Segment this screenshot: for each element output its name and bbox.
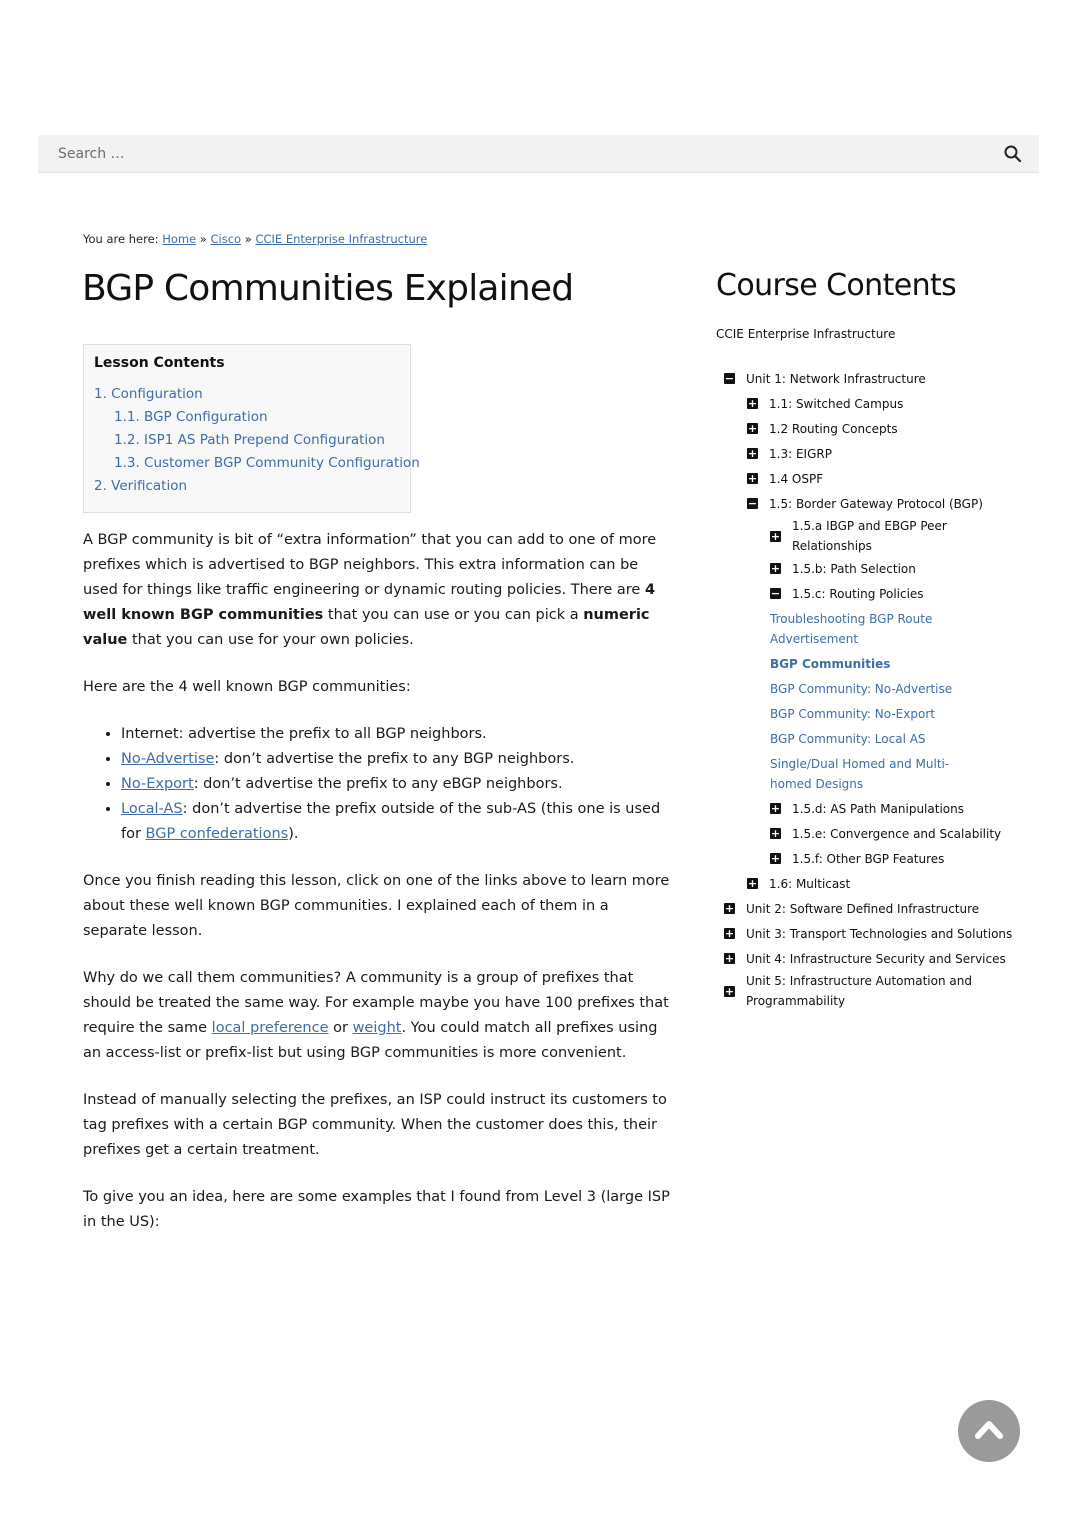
text: : don’t advertise the prefix outside of the sub-AS (this one is used for	[121, 801, 661, 842]
expand-icon[interactable]: +	[724, 952, 735, 965]
text: or	[328, 1020, 353, 1036]
breadcrumb-link-cisco[interactable]: Cisco	[210, 232, 242, 246]
bold-text: 4 well known BGP communities	[83, 582, 656, 623]
breadcrumb-link-ccie[interactable]: CCIE Enterprise Infrastructure	[255, 232, 428, 246]
lesson-link-no-export[interactable]: BGP Community: No-Export	[770, 706, 935, 721]
search-input[interactable]	[38, 135, 978, 172]
scroll-to-top-button[interactable]	[958, 1400, 1020, 1462]
tree-node-1-5-f[interactable]	[770, 846, 1014, 871]
expand-icon[interactable]: +	[770, 852, 781, 865]
tree-node-label: 1.3: EIGRP	[769, 446, 832, 461]
paragraph-isp-tagging: Instead of manually selecting the prefixes, an ISP could instruct its customers to tag prefixes with a certain BGP community. When the customer does this, their prefixes get a certain treatment.	[83, 1092, 667, 1158]
expand-icon[interactable]: +	[724, 927, 735, 940]
tree-node-1-3[interactable]	[747, 441, 1014, 466]
search-icon[interactable]	[1003, 144, 1023, 164]
tree-node-1-1[interactable]	[747, 391, 1014, 416]
tree-node-label: Unit 5: Infrastructure Automation and Programmability	[746, 974, 972, 1008]
expand-icon[interactable]: +	[747, 472, 758, 485]
breadcrumb-separator: »	[241, 232, 256, 246]
lesson-item	[770, 606, 1014, 651]
expand-icon[interactable]: +	[770, 529, 781, 543]
toc-item	[94, 383, 400, 406]
text: : don’t advertise the prefix to any BGP neighbors.	[214, 751, 575, 767]
page-title: BGP Communities Explained	[82, 268, 574, 309]
toc-link-isp1-prepend[interactable]: 1.2. ISP1 AS Path Prepend Configuration	[114, 432, 385, 448]
well-known-communities-list	[83, 722, 673, 847]
list-item	[121, 772, 673, 797]
toc-link-customer-community[interactable]: 1.3. Customer BGP Community Configuration	[114, 455, 420, 471]
expand-icon[interactable]: +	[747, 447, 758, 460]
expand-icon[interactable]: +	[724, 902, 735, 915]
breadcrumb	[83, 232, 427, 246]
toc-item	[94, 475, 400, 498]
expand-icon[interactable]: +	[747, 877, 758, 890]
toc-link-bgp-configuration[interactable]: 1.1. BGP Configuration	[114, 409, 268, 425]
lesson-item	[770, 701, 1014, 726]
tree-node-unit-4[interactable]	[724, 946, 1014, 971]
tree-node-1-5-a[interactable]	[770, 516, 1014, 556]
lesson-link-no-advertise[interactable]: BGP Community: No-Advertise	[770, 681, 953, 696]
tree-node-label: Unit 4: Infrastructure Security and Services	[746, 951, 1006, 966]
lesson-item	[770, 726, 1014, 751]
tree-node-label: 1.6: Multicast	[769, 876, 851, 891]
tree-node-1-5-c[interactable]	[770, 581, 1014, 606]
lesson-item	[770, 676, 1014, 701]
text: Internet: advertise the prefix to all BGP neighbors.	[121, 726, 487, 742]
paragraph-why-communities	[83, 966, 673, 1066]
toc-item	[94, 406, 400, 429]
lesson-item	[770, 751, 1014, 796]
tree-node-label: Unit 2: Software Defined Infrastructure	[746, 901, 980, 916]
breadcrumb-separator: »	[196, 232, 211, 246]
tree-node-label: 1.5: Border Gateway Protocol (BGP)	[769, 496, 983, 511]
text: that you can use or you can pick a	[323, 607, 584, 623]
tree-node-unit-5[interactable]	[724, 971, 1014, 1011]
link-no-export[interactable]: No-Export	[121, 776, 194, 792]
tree-node-1-5-e[interactable]	[770, 821, 1014, 846]
tree-node-label: Unit 3: Transport Technologies and Solutions	[746, 926, 1013, 941]
tree-node-unit-1[interactable]	[724, 366, 1014, 391]
text: that you can use for your own policies.	[127, 632, 414, 648]
tree-node-label: 1.1: Switched Campus	[769, 396, 904, 411]
list-item	[121, 747, 673, 772]
bold-text: numeric value	[83, 607, 650, 648]
tree-node-1-4[interactable]	[747, 466, 1014, 491]
lesson-contents-title: Lesson Contents	[94, 355, 225, 371]
expand-icon[interactable]: +	[770, 827, 781, 840]
paragraph-level3-examples: To give you an idea, here are some examples that I found from Level 3 (large ISP in the US):	[83, 1189, 670, 1230]
expand-icon[interactable]: +	[747, 422, 758, 435]
link-local-preference[interactable]: local preference	[211, 1020, 329, 1036]
text: . You could match all prefixes using an access-list or prefix-list but using BGP communities is more convenient.	[83, 1020, 658, 1061]
breadcrumb-link-home[interactable]: Home	[162, 232, 197, 246]
text: ).	[288, 826, 299, 842]
paragraph-list-intro: Here are the 4 well known BGP communities:	[83, 679, 411, 695]
list-item	[121, 797, 673, 847]
tree-node-unit-2[interactable]	[724, 896, 1014, 921]
toc-item	[94, 429, 400, 452]
tree-node-label: 1.4 OSPF	[769, 471, 824, 486]
tree-node-label: 1.5.e: Convergence and Scalability	[792, 826, 1002, 841]
toc-link-configuration[interactable]: 1. Configuration	[94, 386, 203, 402]
tree-node-label: Unit 1: Network Infrastructure	[746, 371, 926, 386]
sidebar-title: Course Contents	[716, 268, 957, 303]
lesson-item-current	[770, 651, 1014, 676]
lesson-link-bgp-communities[interactable]: BGP Communities	[770, 656, 891, 671]
link-weight[interactable]: weight	[352, 1020, 402, 1036]
tree-node-1-2[interactable]	[747, 416, 1014, 441]
search-bar	[38, 135, 1039, 173]
lesson-link-homed-designs[interactable]: Single/Dual Homed and Multi-homed Designs	[770, 756, 950, 791]
chevron-up-icon	[974, 1418, 1004, 1444]
expand-icon[interactable]: +	[770, 562, 781, 575]
tree-node-1-6[interactable]	[747, 871, 1014, 896]
collapse-icon[interactable]: −	[724, 372, 735, 385]
toc-item	[94, 452, 420, 475]
link-bgp-confederations[interactable]: BGP confederations	[145, 826, 289, 842]
lesson-link-local-as[interactable]: BGP Community: Local AS	[770, 731, 926, 746]
list-item	[121, 722, 673, 747]
tree-node-1-5-b[interactable]	[770, 556, 1014, 581]
collapse-icon[interactable]: −	[770, 587, 781, 600]
link-no-advertise[interactable]: No-Advertise	[121, 751, 215, 767]
article-body	[83, 528, 673, 1257]
link-local-as[interactable]: Local-AS	[121, 801, 183, 817]
expand-icon[interactable]: +	[724, 984, 735, 998]
lesson-contents	[83, 344, 420, 513]
text: Why do we call them communities? A community is a group of prefixes that should be treated the same way. For example maybe you have 100 prefixes that require the same	[83, 970, 669, 1036]
tree-node-label: 1.2 Routing Concepts	[769, 421, 898, 436]
expand-icon[interactable]: +	[747, 397, 758, 410]
tree-unit	[724, 366, 1014, 896]
collapse-icon[interactable]: −	[747, 497, 758, 510]
course-name: CCIE Enterprise Infrastructure	[716, 327, 896, 341]
course-tree	[724, 366, 1014, 1011]
paragraph-intro	[83, 528, 673, 653]
lesson-link-troubleshooting-advertisement[interactable]: Troubleshooting BGP Route Advertisement	[770, 611, 933, 646]
expand-icon[interactable]: +	[770, 802, 781, 815]
tree-node-1-5-d[interactable]	[770, 796, 1014, 821]
tree-node-label: 1.5.a IBGP and EBGP Peer Relationships	[792, 519, 947, 553]
tree-node-unit-3[interactable]	[724, 921, 1014, 946]
tree-node-label: 1.5.b: Path Selection	[792, 561, 916, 576]
paragraph-next-steps: Once you finish reading this lesson, click on one of the links above to learn more about these well known BGP communities. I explained each of them in a separate lesson.	[83, 873, 670, 939]
tree-node-1-5[interactable]	[747, 491, 1014, 516]
breadcrumb-prefix: You are here:	[83, 232, 163, 246]
tree-node-label: 1.5.f: Other BGP Features	[792, 851, 945, 866]
tree-node-label: 1.5.c: Routing Policies	[792, 586, 924, 601]
tree-node-label: 1.5.d: AS Path Manipulations	[792, 801, 964, 816]
toc-link-verification[interactable]: 2. Verification	[94, 478, 188, 494]
text: A BGP community is bit of “extra information” that you can add to one of more prefixes which is advertised to BGP neighbors. This extra information can be used for things like traffic engineering or dynamic routing policies. There are	[83, 532, 657, 598]
text: : don’t advertise the prefix to any eBGP neighbors.	[193, 776, 563, 792]
